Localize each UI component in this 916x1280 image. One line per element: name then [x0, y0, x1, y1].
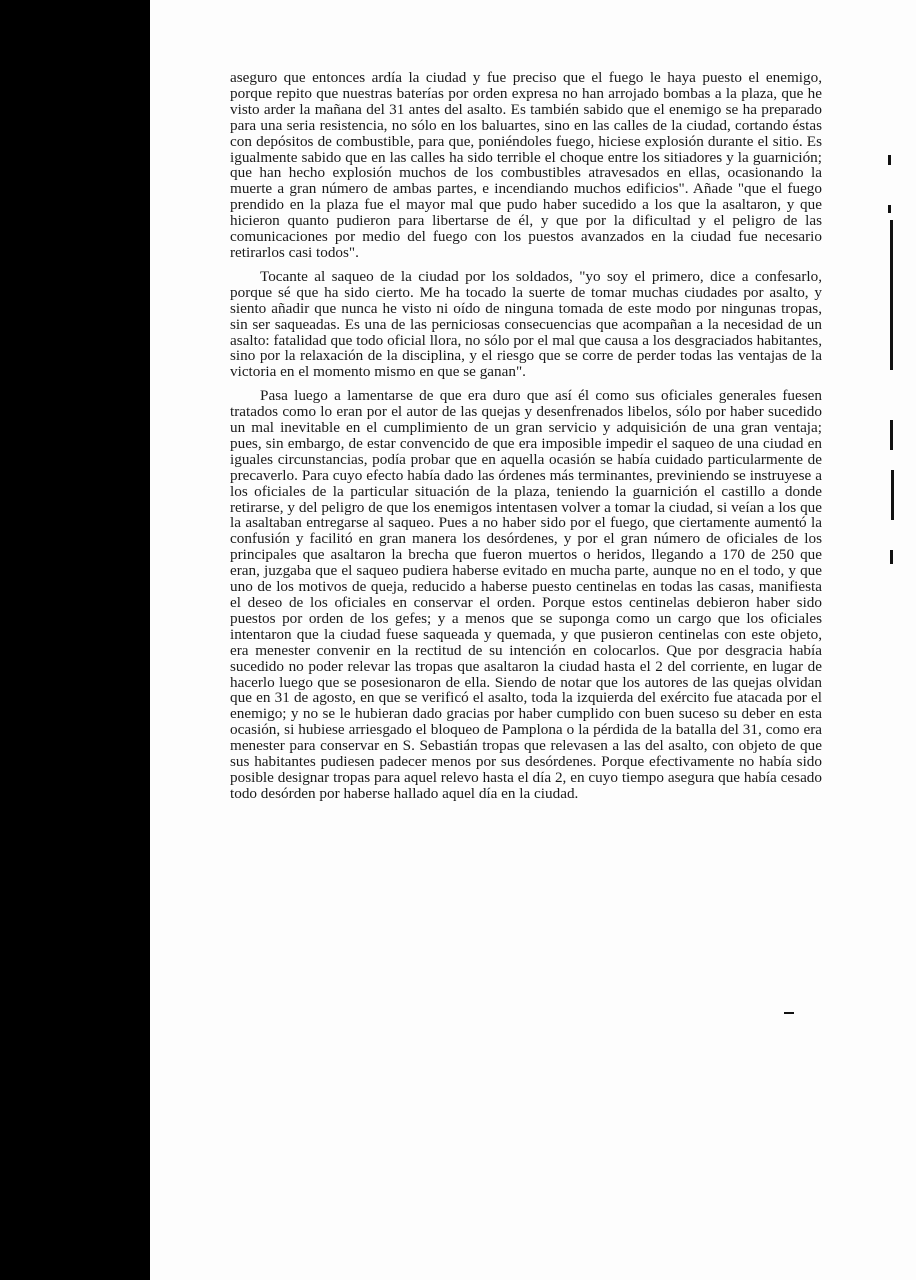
- paragraph-1: aseguro que entonces ardía la ciudad y fue preciso que el fuego le haya puesto el enemigo, porque repito que nuestras baterías por orden expresa no han arrojado bombas a la plaza, que he visto arder la mañana del 31 antes del asalto. Es también sabido que el enemigo se ha preparado para una seria resistencia, no sólo en los baluartes, sino en las calles de la ciudad, cortando éstas con depósitos de combustible, para que, poniéndoles fuego, hiciese explosión durante el sitio. Es igualmente sabido que en las calles ha sido terrible el choque entre los sitiadores y la guarnición; que han hecho explosión muchos de los combustibles atravesados en ellas, ocasionando la muerte a gran número de ambas partes, e incendiando muchos edificios". Añade "que el fuego prendido en la plaza fue el mayor mal que pudo haber sucedido a los que la asaltaron, y que hicieron quanto pudieron para libertarse de él, y que por la dificultad y el peligro de las comunicaciones por medio del fuego con los puestos avanzados en la ciudad fue necesario retirarlos casi todos".: [230, 69, 822, 261]
- scan-artifact: [891, 470, 894, 520]
- paragraph-3: Pasa luego a lamentarse de que era duro que así él como sus oficiales generales fuesen tratados como lo eran por el autor de las quejas y desenfrenados libelos, sólo por haber sucedido un mal inevitable en el cumplimiento de un gran servicio y adquisición de una gran ventaja; pues, sin embargo, de estar convencido de que era imposible impedir el saqueo de una ciudad en iguales circunstancias, podía probar que en aquella ocasión se había cuidado particularmente de precaverlo. Para cuyo efecto había dado las órdenes más terminantes, previniendo se instruyese a los oficiales de la particular situación de la plaza, teniendo la guarnición el castillo a donde retirarse, y del peligro de que los enemigos intentasen volver a tomar la ciudad, si veían a los que la asaltaban entregarse al saqueo. Pues a no haber sido por el fuego, que ciertamente aumentó la confusión y facilitó en gran manera los desórdenes, y por el gran número de oficiales de los principales que asaltaron la brecha que fueron muertos o heridos, llegando a 170 de 250 que eran, juzgaba que el saqueo pudiera haberse evitado en mucha parte, aunque no en el todo, y que uno de los motivos de queja, reducido a haberse puesto centinelas en todas las casas, manifiesta el deseo de los oficiales en conservar el orden. Porque estos centinelas debieron haber sido puestos por orden de los gefes; y a menos que se suponga como un cargo que los oficiales intentaron que la ciudad fuese saqueada y quemada, y que pusieron centinelas con este objeto, era menester convenir en la rectitud de su intención en colocarlos. Que por desgracia había sucedido no poder relevar las tropas que asaltaron la ciudad hasta el 2 del corriente, en lugar de hacerlo luego que se posesionaron de ella. Siendo de notar que los autores de las quejas olvidan que en 31 de agosto, en que se verificó el asalto, toda la izquierda del exército fue atacada por el enemigo; y no se le hubieran dado gracias por haber cumplido con buen suceso su deber en esta ocasión, si hubiese arriesgado el bloqueo de Pamplona o la pérdida de la batalla del 31, como era menester para conservar en S. Sebastián tropas que relevasen a las del asalto, con objeto de que sus habitantes pudiesen padecer menos por sus desórdenes. Porque efectivamente no había sido posible designar tropas para aquel relevo hasta el día 2, en cuyo tiempo asegura que había cesado todo desórden por haberse hallado aquel día en la ciudad.: [230, 387, 822, 802]
- scan-artifact: [888, 155, 891, 165]
- paragraph-2: Tocante al saqueo de la ciudad por los soldados, "yo soy el primero, dice a confesarlo, porque sé que ha sido cierto. Me ha tocado la suerte de tomar muchas ciudades por asalto, y siento añadir que nunca he visto ni oído de ninguna tomada de este modo por ningunas tropas, sin ser saqueadas. Es una de las perniciosas consecuencias que acompañan a la necesidad de un asalto: fatalidad que todo oficial llora, no sólo por el mal que causa a los desgraciados habitantes, sino por la relaxación de la disciplina, y el riesgo que se corre de perder todas las ventajas de la victoria en el momento mismo en que se ganan".: [230, 267, 822, 381]
- scan-black-margin: [0, 0, 150, 1280]
- scan-artifact: [784, 1012, 794, 1014]
- scanned-page: [150, 0, 916, 1280]
- scan-artifact: [890, 220, 893, 370]
- scan-artifact: [888, 205, 891, 213]
- body-text: [230, 70, 822, 810]
- scan-artifact: [890, 550, 893, 564]
- scan-artifact: [890, 420, 893, 450]
